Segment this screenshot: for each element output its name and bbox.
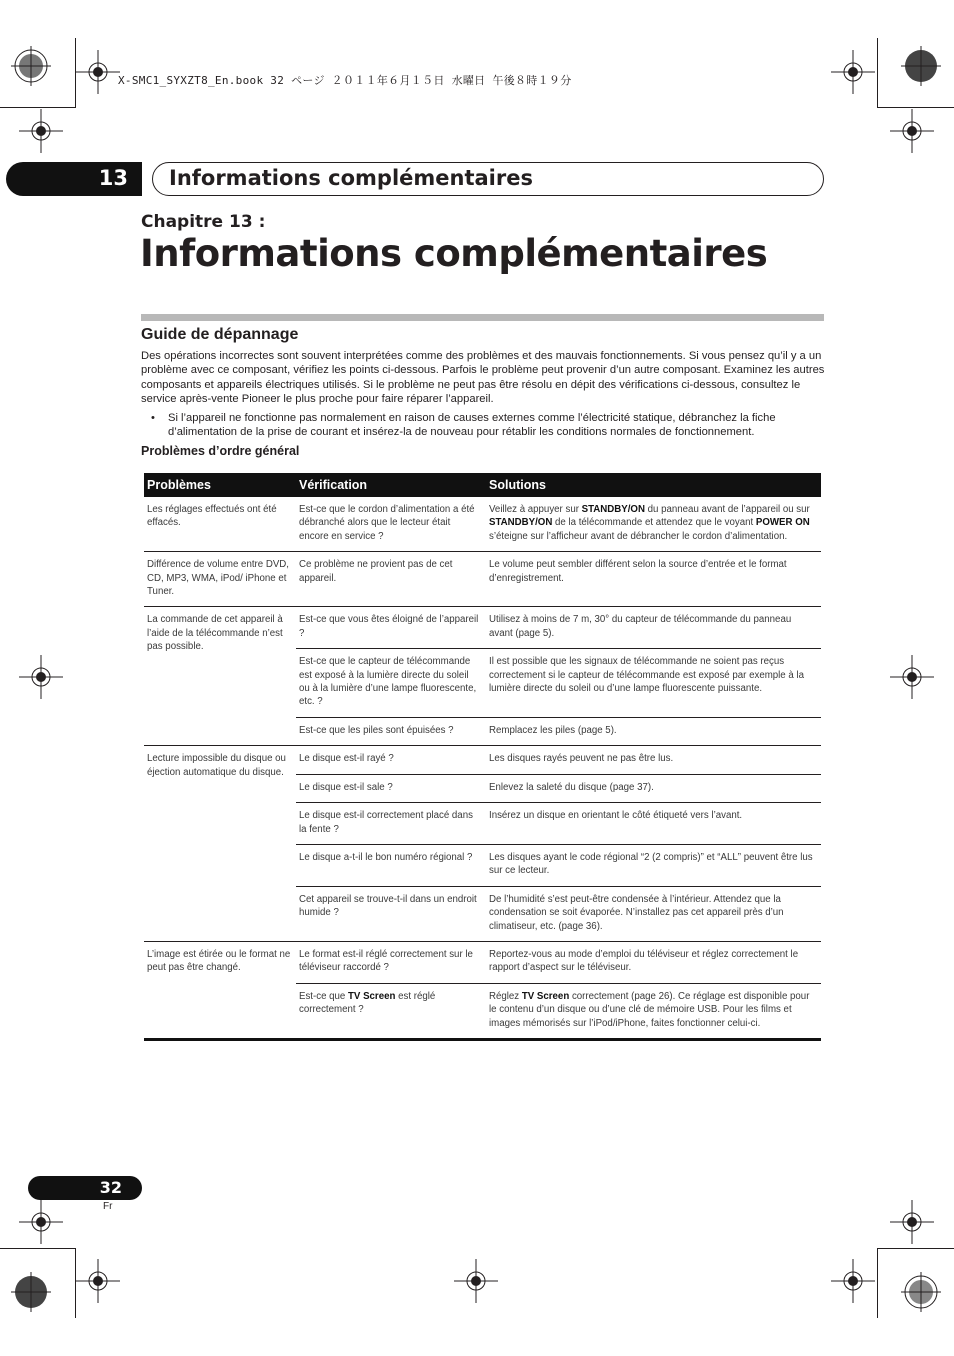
- chapter-tab-title: Informations complémentaires: [169, 166, 533, 190]
- page-number: 32: [99, 1178, 122, 1197]
- solution-cell: Insérez un disque en orientant le côté étiqueté vers l’avant.: [486, 803, 821, 845]
- bullet-text: Si l’appareil ne fonctionne pas normalement en raison de causes externes comme l’électricité statique, débranchez la fiche d’alimentation de la prise de courant et insérez-la de nouveau pour rétablir les conditions normales de fonctionnement.: [168, 412, 776, 439]
- chapter-label: Chapitre 13 :: [141, 212, 266, 232]
- registration-mark-icon: [9, 44, 53, 88]
- check-cell: Le disque est-il rayé ?: [296, 746, 486, 774]
- check-cell: Le format est-il réglé correctement sur le téléviseur raccordé ?: [296, 941, 486, 983]
- crop-line: [877, 1248, 954, 1249]
- check-cell: Le disque est-il sale ?: [296, 774, 486, 802]
- crosshair-mark-icon: [890, 109, 934, 153]
- problem-cell: Différence de volume entre DVD, CD, MP3, WMA, iPod/ iPhone et Tuner.: [144, 552, 296, 607]
- section-title: Guide de dépannage: [141, 326, 299, 343]
- crop-line: [877, 38, 878, 108]
- check-cell: Est-ce que le cordon d’alimentation a été débranché alors que le lecteur était encore en service ?: [296, 497, 486, 552]
- bullet-item: [151, 411, 826, 440]
- crosshair-mark-icon: [76, 50, 120, 94]
- crosshair-mark-icon: [831, 50, 875, 94]
- control-name: TV Screen: [521, 990, 570, 1002]
- registration-mark-icon: [9, 1270, 53, 1314]
- check-cell: [296, 983, 486, 1039]
- crosshair-mark-icon: [19, 109, 63, 153]
- chapter-tab: [152, 162, 824, 196]
- problem-cell: L’image est étirée ou le format ne peut pas être changé.: [144, 941, 296, 1039]
- file-header: X-SMC1_SYXZT8_En.book 32 ページ ２０１１年６月１５日 水曜日 午後８時１９分: [118, 74, 572, 87]
- intro-paragraph: Des opérations incorrectes sont souvent interprétées comme des problèmes et des mauvais fonctionnements. Si vous pensez qu’il y a un problème avec ce composant, vérifiez les points ci-dessous. Parfois le problème peut provenir d’un autre composant. Examinez les autres composants et appareils électriques utilisés. Si le problème ne peut pas être résolu en dépit des vérifications ci-dessous, consultez le service après-vente Pioneer le plus proche pour faire réparer l’appareil.: [141, 350, 825, 406]
- subsection-title: Problèmes d’ordre général: [141, 444, 300, 458]
- text-segment: Est-ce que: [299, 990, 349, 1002]
- header-check: Vérification: [296, 473, 486, 497]
- solution-cell: Remplacez les piles (page 5).: [486, 717, 821, 745]
- check-cell: Ce problème ne provient pas de cet appareil.: [296, 552, 486, 607]
- crosshair-mark-icon: [19, 1200, 63, 1244]
- text-segment: de la télécommande et attendez que le voyant: [552, 517, 756, 529]
- chapter-number-badge: [6, 162, 142, 196]
- control-name: POWER ON: [755, 517, 810, 529]
- crosshair-mark-icon: [76, 1259, 120, 1303]
- table-row: [144, 552, 821, 607]
- solution-cell: [486, 983, 821, 1039]
- solution-cell: [486, 497, 821, 552]
- crosshair-mark-icon: [19, 655, 63, 699]
- bullet-icon: •: [151, 412, 155, 424]
- text-segment: est réglé correctement ?: [299, 990, 436, 1016]
- check-cell: Le disque est-il correctement placé dans la fente ?: [296, 803, 486, 845]
- solution-cell: Reportez-vous au mode d’emploi du téléviseur et réglez correctement le rapport d’aspect sur le téléviseur.: [486, 941, 821, 983]
- header-solutions: Solutions: [486, 473, 821, 497]
- table-row: [144, 607, 821, 649]
- crop-line: [0, 107, 75, 108]
- text-segment: Réglez: [489, 990, 522, 1002]
- text-segment: correctement (page 26). Ce réglage est disponible pour le contenu d’un disque ou d’une clé de mémoire USB. Pour les films et images mémorisés sur l’iPod/iPhone, faites fonctionner celui-ci.: [489, 990, 810, 1029]
- table-row: [144, 497, 821, 552]
- solution-cell: De l’humidité s’est peut-être condensée à l’intérieur. Attendez que la condensation se soit évaporée. N’installez pas cet appareil près d’un climatiseur, etc. (page 36).: [486, 886, 821, 941]
- page-number-badge: [28, 1176, 142, 1200]
- page-title: Informations complémentaires: [140, 232, 768, 275]
- check-cell: Est-ce que vous êtes éloigné de l’appareil ?: [296, 607, 486, 649]
- solution-cell: Le volume peut sembler différent selon la source d’entrée et le format d’enregistrement.: [486, 552, 821, 607]
- troubleshooting-table: [144, 473, 821, 1041]
- table-body: [144, 497, 821, 1039]
- crop-line: [877, 1248, 878, 1318]
- registration-mark-icon: [899, 44, 943, 88]
- crosshair-mark-icon: [890, 1200, 934, 1244]
- check-cell: Cet appareil se trouve-t-il dans un endroit humide ?: [296, 886, 486, 941]
- registration-mark-icon: [899, 1270, 943, 1314]
- crop-line: [75, 38, 76, 108]
- solution-cell: Enlevez la saleté du disque (page 37).: [486, 774, 821, 802]
- page-language: Fr: [103, 1201, 113, 1212]
- crosshair-mark-icon: [890, 655, 934, 699]
- table-row: [144, 746, 821, 774]
- solution-cell: Les disques ayant le code régional “2 (2 compris)” et “ALL” peuvent être lus sur ce lecteur.: [486, 844, 821, 886]
- problem-cell: Lecture impossible du disque ou éjection automatique du disque.: [144, 746, 296, 942]
- solution-cell: Les disques rayés peuvent ne pas être lus.: [486, 746, 821, 774]
- control-name: STANDBY/ON: [489, 517, 553, 529]
- chapter-number: 13: [98, 166, 128, 190]
- check-cell: Le disque a-t-il le bon numéro régional ?: [296, 844, 486, 886]
- crosshair-mark-icon: [454, 1259, 498, 1303]
- section-divider: [141, 314, 824, 321]
- text-segment: s’éteigne sur l’afficheur avant de débrancher le cordon d’alimentation.: [489, 530, 788, 542]
- solution-cell: Il est possible que les signaux de télécommande ne soient pas reçus correctement si le capteur de télécommande est exposé par exemple à la lumière directe du soleil ou d’une lampe fluorescente puissante.: [486, 649, 821, 718]
- table-header-row: [144, 473, 821, 497]
- control-name: STANDBY/ON: [581, 504, 645, 515]
- table-row: [144, 941, 821, 983]
- check-cell: Est-ce que le capteur de télécommande est exposé à la lumière directe du soleil ou à la lumière d’une lampe fluorescente, etc. ?: [296, 649, 486, 718]
- crosshair-mark-icon: [831, 1259, 875, 1303]
- crop-line: [75, 1248, 76, 1318]
- control-name: TV Screen: [348, 990, 396, 1002]
- text-segment: du panneau avant de l’appareil ou sur: [644, 504, 810, 515]
- problem-cell: La commande de cet appareil à l’aide de la télécommande n’est pas possible.: [144, 607, 296, 746]
- crop-line: [877, 107, 954, 108]
- text-segment: Veillez à appuyer sur: [489, 504, 582, 515]
- solution-cell: Utilisez à moins de 7 m, 30° du capteur de télécommande du panneau avant (page 5).: [486, 607, 821, 649]
- header-problems: Problèmes: [144, 473, 296, 497]
- check-cell: Est-ce que les piles sont épuisées ?: [296, 717, 486, 745]
- crop-line: [0, 1248, 75, 1249]
- problem-cell: Les réglages effectués ont été effacés.: [144, 497, 296, 552]
